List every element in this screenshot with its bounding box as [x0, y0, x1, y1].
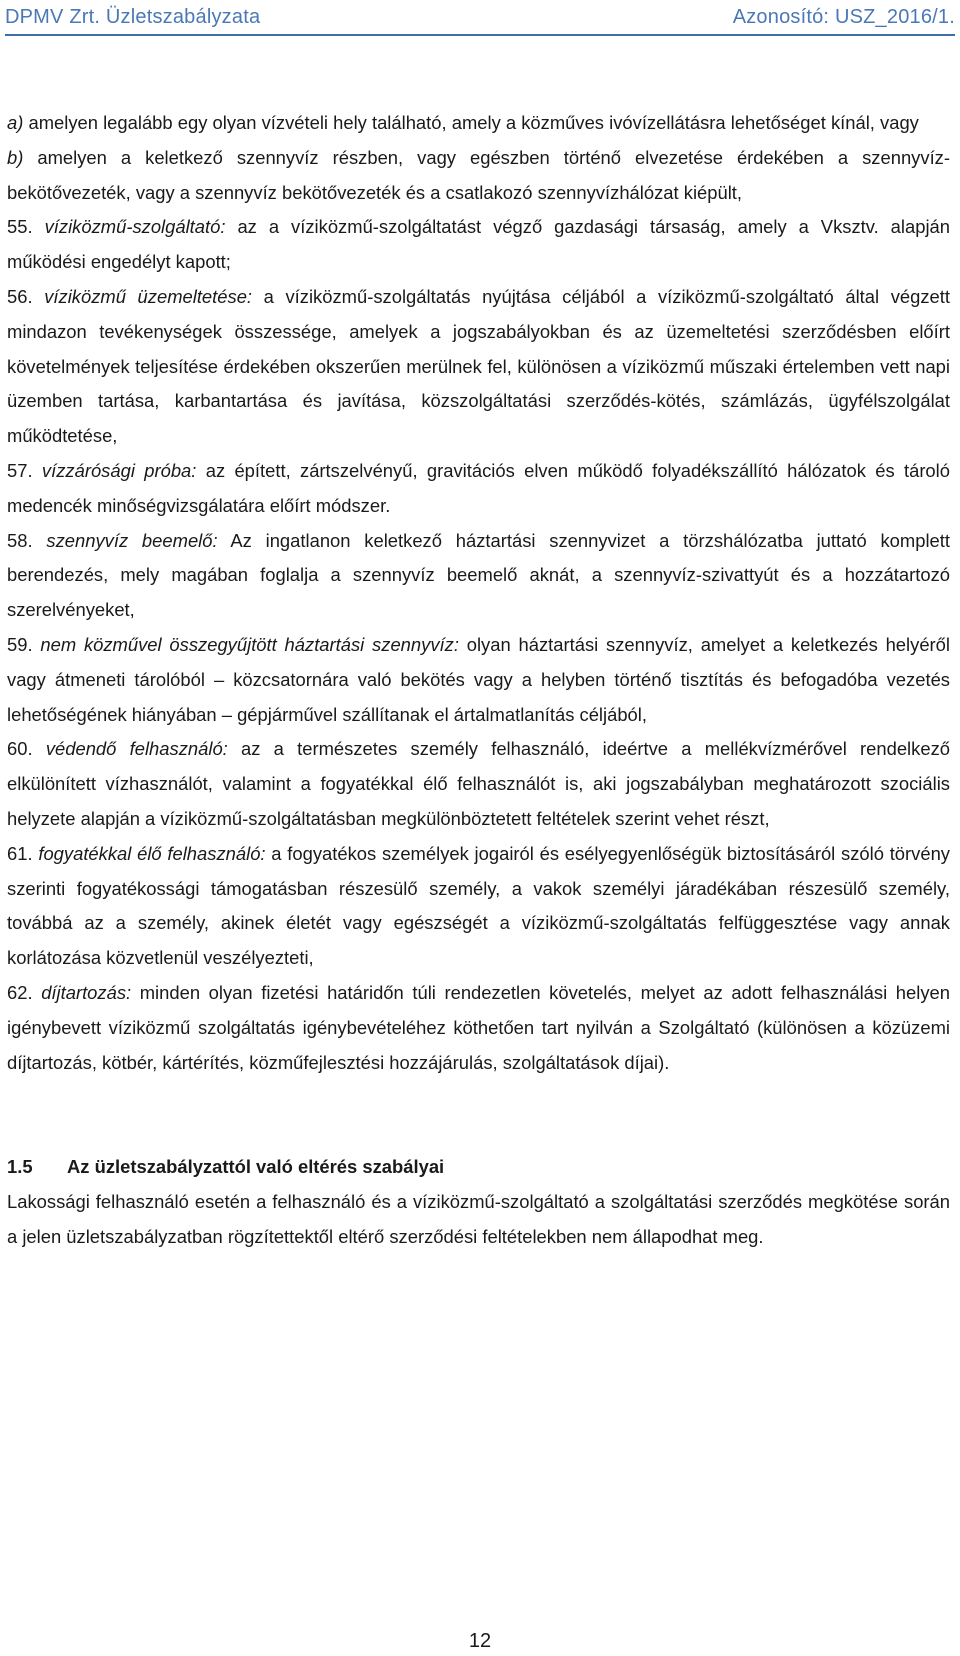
definition-term: nem közművel összegyűjtött háztartási szennyvíz:: [40, 633, 459, 655]
definition-term: védendő felhasználó:: [45, 738, 228, 760]
definition-text: olyan háztartási szennyvíz, amelyet a keletkezés helyéről vagy átmeneti tárolóból – közcsatornára való bekötés vagy a helyben történő tisztítás és befogadóba vezetés lehetőségének hiányában – gépjárművel szállítanak el ártalmatlanítás céljából,: [7, 633, 950, 725]
definition-text: az épített, zártszelvényű, gravitációs elven működő folyadékszállító hálózatok és tároló medencék minőségvizsgálatára előírt módszer.: [7, 459, 950, 516]
definition-term: szennyvíz beemelő:: [46, 529, 218, 551]
definition-number: 61.: [7, 842, 33, 864]
list-item-b-text: amelyen a keletkező szennyvíz részben, vagy egészben történő elvezetése érdekében a szennyvíz-bekötővezeték, vagy a szennyvíz bekötővezeték és a csatlakozó szennyvízhálózat kiépült,: [7, 146, 950, 203]
definition-text: Az ingatlanon keletkező háztartási szennyvizet a törzshálózatba juttató komplett berendezés, mely magában foglalja a szennyvíz beemelő aknát, a szennyvíz-szivattyút és a hozzátartozó szerelvényeket,: [7, 529, 950, 621]
list-item-a-label: a): [7, 112, 24, 133]
definition-number: 58.: [7, 529, 33, 551]
definition-text: a fogyatékos személyek jogairól és esélyegyenlőségük biztosításáról szóló törvény szerinti fogyatékossági támogatásban részesülő személy, a vakok személyi járadékában részesülő személy, továbbá az a személy, akinek életét vagy egészségét a víziközmű-szolgáltatás felfüggesztése vagy annak korlátozása közvetlenül veszélyezteti,: [7, 842, 950, 969]
definition-text: az a víziközmű-szolgáltatást végző gazdasági társaság, amely a Vksztv. alapján működési engedélyt kapott;: [7, 216, 950, 273]
definition-57: [7, 454, 950, 524]
definition-62: [7, 976, 950, 1080]
definition-term: díjtartozás:: [41, 981, 132, 1003]
definition-60: [7, 732, 950, 836]
section-spacer: [7, 1080, 950, 1150]
definition-number: 60.: [7, 738, 33, 760]
list-item-b-label: b): [7, 146, 24, 168]
definition-text: minden olyan fizetési határidőn túli rendezetlen követelés, melyet az adott felhasználási helyen igénybevett víziközmű szolgáltatás igénybevételéhez köthetően tart nyilván a Szolgáltató (különösen a közüzemi díjtartozás, kötbér, kártérítés, közműfejlesztési hozzájárulás, szolgáltatások díjai).: [7, 981, 950, 1073]
definition-term: fogyatékkal élő felhasználó:: [38, 842, 266, 864]
definition-term: víziközmű-szolgáltató:: [44, 216, 226, 238]
section-number: 1.5: [7, 1156, 33, 1178]
list-item-a-text: amelyen legalább egy olyan vízvételi hely található, amely a közműves ivóvízellátásra lehetőséget kínál, vagy: [23, 112, 919, 133]
definition-number: 56.: [7, 285, 33, 307]
section-body: Lakossági felhasználó esetén a felhasználó és a víziközmű-szolgáltató a szolgáltatási szerződés megkötése során a jelen üzletszabályzatban rögzítettektől eltérő szerződési feltételekben nem állapodhat meg.: [7, 1191, 950, 1247]
definition-text: az a természetes személy felhasználó, ideértve a mellékvízmérővel rendelkező elkülönített vízhasználót, valamint a fogyatékkal élő felhasználót is, aki jogszabályban meghatározott szociális helyzete alapján a víziközmű-szolgáltatásban megkülönböztetett feltételek szerint vehet részt,: [7, 738, 950, 829]
definition-number: 55.: [7, 216, 33, 238]
section-heading: [7, 1150, 950, 1185]
header-title: DPMV Zrt. Üzletszabályzata: [5, 5, 261, 28]
definition-text: a víziközmű-szolgáltatás nyújtása céljából a víziközmű-szolgáltató által végzett mindazon tevékenységek összessége, amelyek a jogszabályokban és az üzemeltetési szerződésben előírt követelmények teljesítése érdekében okszerűen merülnek fel, különösen a víziközmű műszaki értelemben vett napi üzemben tartása, karbantartása és javítása, közszolgáltatási szerződés-kötés, számlázás, ügyfélszolgálat működtetése,: [7, 285, 950, 447]
section-title: Az üzletszabályzattól való eltérés szabályai: [67, 1156, 445, 1178]
list-item-b: [7, 141, 950, 211]
page-number: 12: [468, 1630, 492, 1652]
page-content: [7, 106, 950, 1255]
definition-61: [7, 837, 950, 976]
page-header: [5, 0, 955, 36]
definition-55: [7, 210, 950, 280]
definition-56: [7, 280, 950, 454]
definition-number: 62.: [7, 981, 33, 1003]
definition-number: 59.: [7, 633, 33, 655]
definition-term: víziközmű üzemeltetése:: [44, 285, 253, 307]
definition-59: [7, 628, 950, 732]
definition-58: [7, 524, 950, 628]
definition-number: 57.: [7, 459, 33, 481]
header-document-id: Azonosító: USZ_2016/1.: [732, 5, 955, 28]
definition-term: vízzárósági próba:: [41, 459, 197, 481]
list-item-a: [7, 106, 950, 141]
